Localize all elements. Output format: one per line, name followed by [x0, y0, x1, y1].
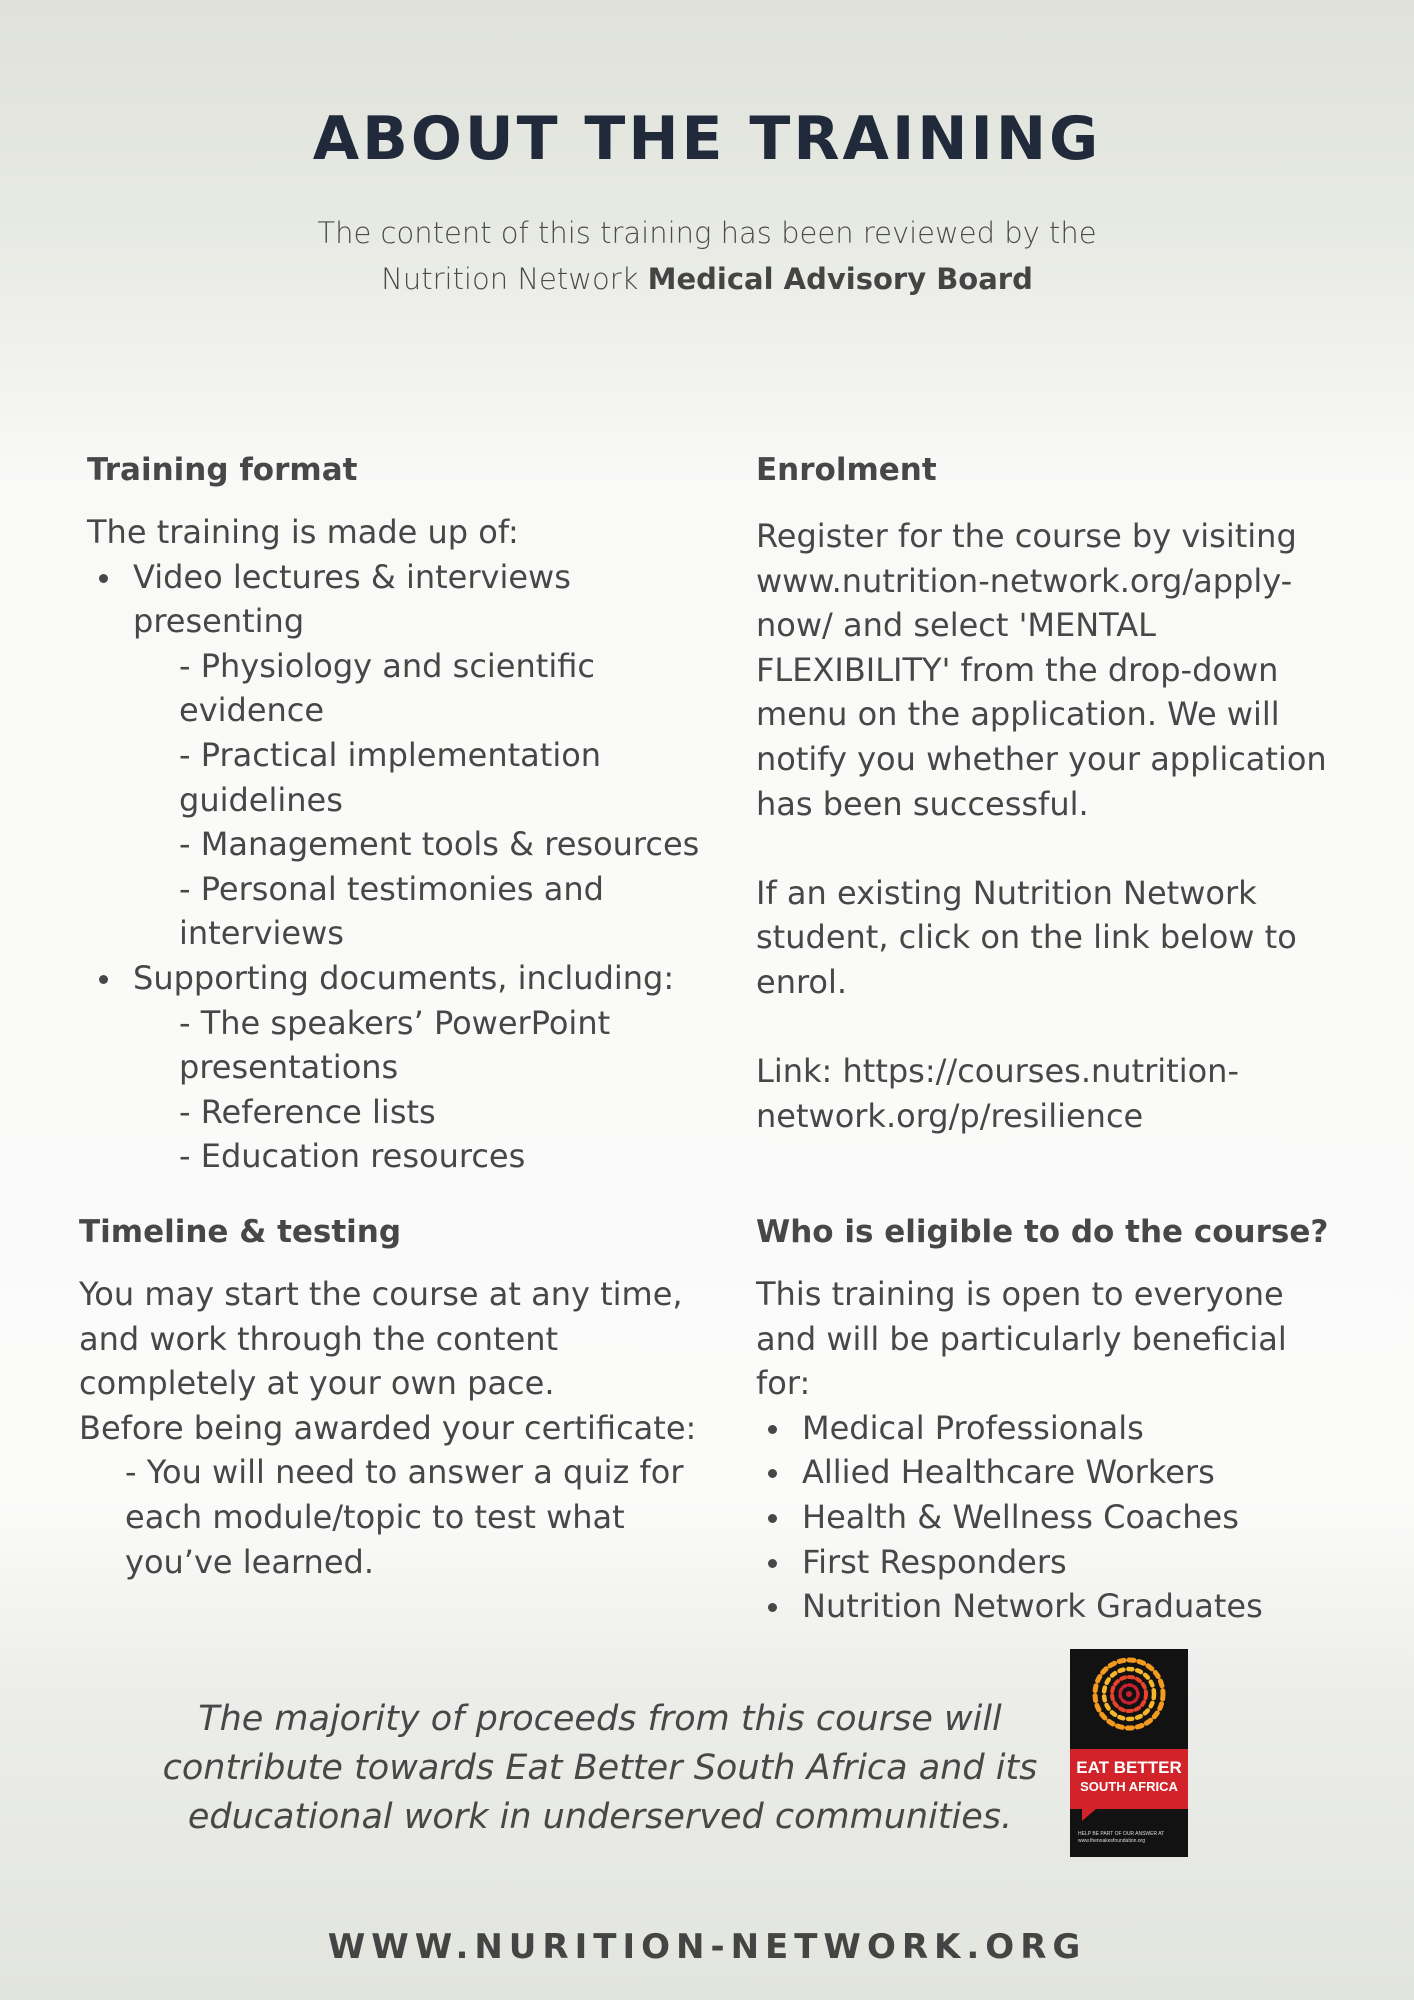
- enrolment-link-line-2[interactable]: network.org/p/resilience: [756, 1096, 1144, 1135]
- sub-item: - Reference lists: [179, 1092, 436, 1131]
- proceeds-statement: The majority of proceeds from this course will contribute towards Eat Better South Africa and its educational work in underserved communities.: [162, 1699, 1038, 1837]
- training-format-section: [87, 452, 707, 1179]
- training-format-intro: The training is made up of:: [87, 513, 519, 551]
- enrolment-paragraph-1: Register for the course by visiting www.nutrition-network.org/apply-now/ and select 'MENTAL FLEXIBILITY' from the drop-down menu on the application. We will notify you whether your application has been successful.: [756, 517, 1327, 823]
- logo-banner: [1070, 1749, 1188, 1809]
- logo-line-2: SOUTH AFRICA: [1080, 1779, 1178, 1794]
- subtitle-line-2: [0, 256, 1414, 302]
- subtitle-prefix: Nutrition Network: [381, 262, 648, 296]
- timeline-body: [79, 1272, 719, 1584]
- sub-item: - Education resources: [179, 1137, 526, 1176]
- enrolment-link[interactable]: [756, 1049, 1336, 1138]
- swirl-icon: [1070, 1649, 1188, 1749]
- logo-notch: [1082, 1809, 1096, 1821]
- logo-tagline: HELP BE PART OF OUR ANSWER AT www.thenoakesfoundation.org: [1078, 1831, 1165, 1844]
- eligibility-intro: This training is open to everyone and will be particularly beneficial for:: [756, 1275, 1287, 1403]
- sub-item: - Physiology and scientific evidence: [179, 646, 595, 730]
- sub-list: [133, 644, 707, 956]
- sub-item: - Practical implementation guidelines: [179, 735, 602, 819]
- eligibility-list: [756, 1406, 1336, 1629]
- training-format-list: [87, 555, 707, 1179]
- list-item: Nutrition Network Graduates: [756, 1584, 1336, 1629]
- subtitle-line-1: The content of this training has been reviewed by the: [317, 216, 1097, 250]
- footer-url[interactable]: WWW.NURITION-NETWORK.ORG: [327, 1927, 1087, 1967]
- list-item: Health & Wellness Coaches: [756, 1495, 1336, 1540]
- timeline-paragraph-2: Before being awarded your certificate:: [79, 1408, 697, 1447]
- medical-advisory-board: Medical Advisory Board: [647, 262, 1033, 296]
- training-format-heading: Training format: [87, 452, 358, 488]
- eligibility-section: [756, 1214, 1336, 1629]
- bullet-label: Supporting documents, including:: [133, 958, 675, 997]
- list-item: [87, 956, 707, 1179]
- subtitle: [0, 210, 1414, 302]
- enrolment-paragraph-2: If an existing Nutrition Network student, click on the link below to enrol.: [756, 873, 1297, 1001]
- sub-item: - The speakers’ PowerPoint presentations: [179, 1003, 611, 1087]
- eligibility-heading: Who is eligible to do the course?: [756, 1214, 1329, 1250]
- timeline-paragraph-1: You may start the course at any time, and work through the content completely at your own pace.: [79, 1275, 683, 1403]
- training-format-body: [87, 510, 707, 1179]
- page-title: ABOUT THE TRAINING: [312, 104, 1102, 174]
- list-item: First Responders: [756, 1540, 1336, 1585]
- sub-item: - Management tools & resources: [179, 825, 700, 864]
- logo-line-1: EAT BETTER: [1076, 1758, 1182, 1777]
- enrolment-body: [756, 514, 1336, 1138]
- list-item: Medical Professionals: [756, 1406, 1336, 1451]
- sub-item: - Personal testimonies and interviews: [179, 869, 604, 953]
- enrolment-heading: Enrolment: [756, 452, 937, 488]
- bullet-label: Video lectures & interviews presenting: [133, 557, 571, 641]
- eat-better-south-africa-logo: [1070, 1649, 1188, 1857]
- list-item: Allied Healthcare Workers: [756, 1450, 1336, 1495]
- timeline-section: [79, 1214, 719, 1584]
- eligibility-body: [756, 1272, 1336, 1629]
- enrolment-section: [756, 452, 1336, 1138]
- timeline-heading: Timeline & testing: [79, 1214, 402, 1250]
- list-item: [87, 555, 707, 956]
- sub-list: [133, 1001, 707, 1179]
- timeline-item: - You will need to answer a quiz for each module/topic to test what you’ve learned.: [125, 1453, 684, 1581]
- enrolment-link-line-1[interactable]: Link: https://courses.nutrition-: [756, 1052, 1239, 1091]
